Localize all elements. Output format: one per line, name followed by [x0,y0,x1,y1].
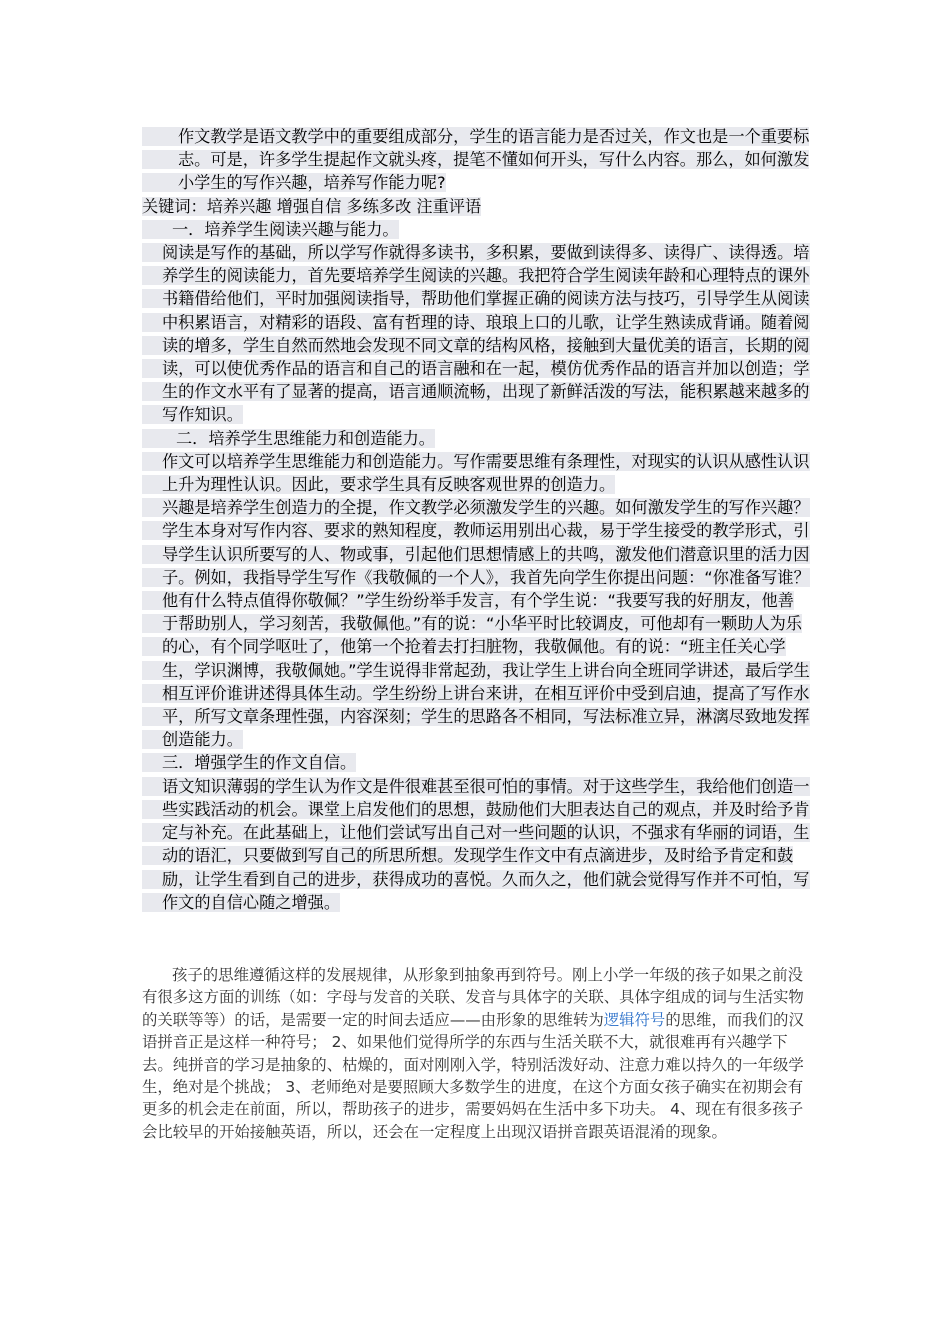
logic-symbol-link[interactable]: 逻辑符号 [603,1010,666,1029]
section3-title: 三．增强学生的作文自信。 [142,753,356,772]
section2-text-2: 兴趣是培养学生创造力的全提，作文教学必须激发学生的兴趣。如何激发学生的写作兴趣？学生本身对写作内容、要求的熟知程度，教师运用别出心裁，易于学生接受的教学形式，引导学生认识所要写的人、物或事，引起他们思想情感上的共鸣，激发他们潜意识里的活力因子。例如，我指导学生写作《我敬佩的一个人》，我首先向学生你提出问题：“你准备写谁？他有什么特点值得你敬佩？”学生纷纷举手发言，有个学生说：“我要写我的好朋友，他善于帮助别人，学习刻苦，我敬佩他。”有的说：“小华平时比较调皮，可他却有一颗助人为乐的心，有个同学呕吐了，他第一个抢着去打扫脏物，我敬佩他。有的说：“班主任关心学生，学识渊博，我敬佩她。”学生说得非常起劲，我让学生上讲台向全班同学讲述，最后学生相互评价谁讲述得具体生动。学生纷纷上讲台来讲，在相互评价中受到启迪，提高了写作水平，所写文章条理性强，内容深刻；学生的思路各不相同，写法标准立异，淋漓尽致地发挥创造能力。 [142,498,810,749]
section1-text: 阅读是写作的基础，所以学写作就得多读书，多积累，要做到读得多、读得广、读得透。培养学生的阅读能力，首先要培养学生阅读的兴趣。我把符合学生阅读年龄和心理特点的课外书籍借给他们，平时加强阅读指导，帮助他们掌握正确的阅读方法与技巧，引导学生从阅读中积累语言，对精彩的语段、富有哲理的诗、琅琅上口的儿歌，让学生熟读成背诵。随着阅读的增多，学生自然而然地会发现不同文章的结构风格，接触到大量优美的语言，长期的阅读，可以使优秀作品的语言和自己的语言融和在一起，模仿优秀作品的语言并加以创造；学生的作文水平有了显著的提高，语言通顺流畅，出现了新鲜活泼的写法，能积累越来越多的写作知识。 [142,243,810,424]
section1-paragraph [142,241,810,427]
section2-text-1: 作文可以培养学生思维能力和创造能力。写作需要思维有条理性，对现实的认识从感性认识上升为理性认识。因此，要求学生具有反映客观世界的创造力。 [142,452,810,494]
keywords-text: 关键词：培养兴趣 增强自信 多练多改 注重评语 [142,196,482,216]
section2-paragraph-1 [142,450,810,496]
section3-heading [142,751,810,774]
article-body [142,125,810,914]
section2-paragraph-2 [142,496,810,751]
section1-title: 一．培养学生阅读兴趣与能力。 [142,220,399,239]
section1-heading [142,218,810,241]
appendix-text-1: 孩子的思维遵循这样的发展规律，从形象到抽象再到符号。刚上小学一年级的孩子如果之前没有很多这方面的训练（如：字母与发音的关联、发音与具体字的关联、具体字组成的词与生活实物的关联等等）的话，是需要一定的时间去适应——由形象的思维转为 [142,966,804,1029]
section3-paragraph [142,775,810,914]
appendix-body [142,964,810,1143]
section3-text: 语文知识薄弱的学生认为作文是件很难甚至很可怕的事情。对于这些学生，我给他们创造一些实践活动的机会。课堂上启发他们的思想，鼓励他们大胆表达自己的观点，并及时给予肯定与补充。在此基础上，让他们尝试写出自己对一些问题的认识，不强求有华丽的词语，生动的语汇，只要做到写自己的所思所想。发现学生作文中有点滴进步，及时给予肯定和鼓励，让学生看到自己的进步，获得成功的喜悦。久而久之，他们就会觉得写作并不可怕，写作文的自信心随之增强。 [142,777,810,912]
section2-heading [142,427,810,450]
appendix-text-2: 的思维，而我们的汉语拼音正是这样一种符号； 2、如果他们觉得所学的东西与生活关联不大，就很难再有兴趣学下去。纯拼音的学习是抽象的、枯燥的，面对刚刚入学，特别活泼好动、注意力难以持久的一年级学生，绝对是个挑战； 3、老师绝对是要照顾大多数学生的进度，在这个方面女孩子确实在初期会有更多的机会走在前面，所以，帮助孩子的进步，需要妈妈在生活中多下功夫。 4、现在有很多孩子会比较早的开始接触英语，所以，还会在一定程度上出现汉语拼音跟英语混淆的现象。 [142,1010,804,1141]
intro-paragraph [142,125,810,195]
section2-title: 二．培养学生思维能力和创造能力。 [142,429,435,448]
keywords-line [142,195,810,218]
intro-text: 作文教学是语文教学中的重要组成部分，学生的语言能力是否过关，作文也是一个重要标志。可是，许多学生提起作文就头疼，提笔不懂如何开头，写什么内容。那么，如何激发小学生的写作兴趣，培养写作能力呢? [142,127,809,192]
appendix-paragraph [142,964,810,1143]
